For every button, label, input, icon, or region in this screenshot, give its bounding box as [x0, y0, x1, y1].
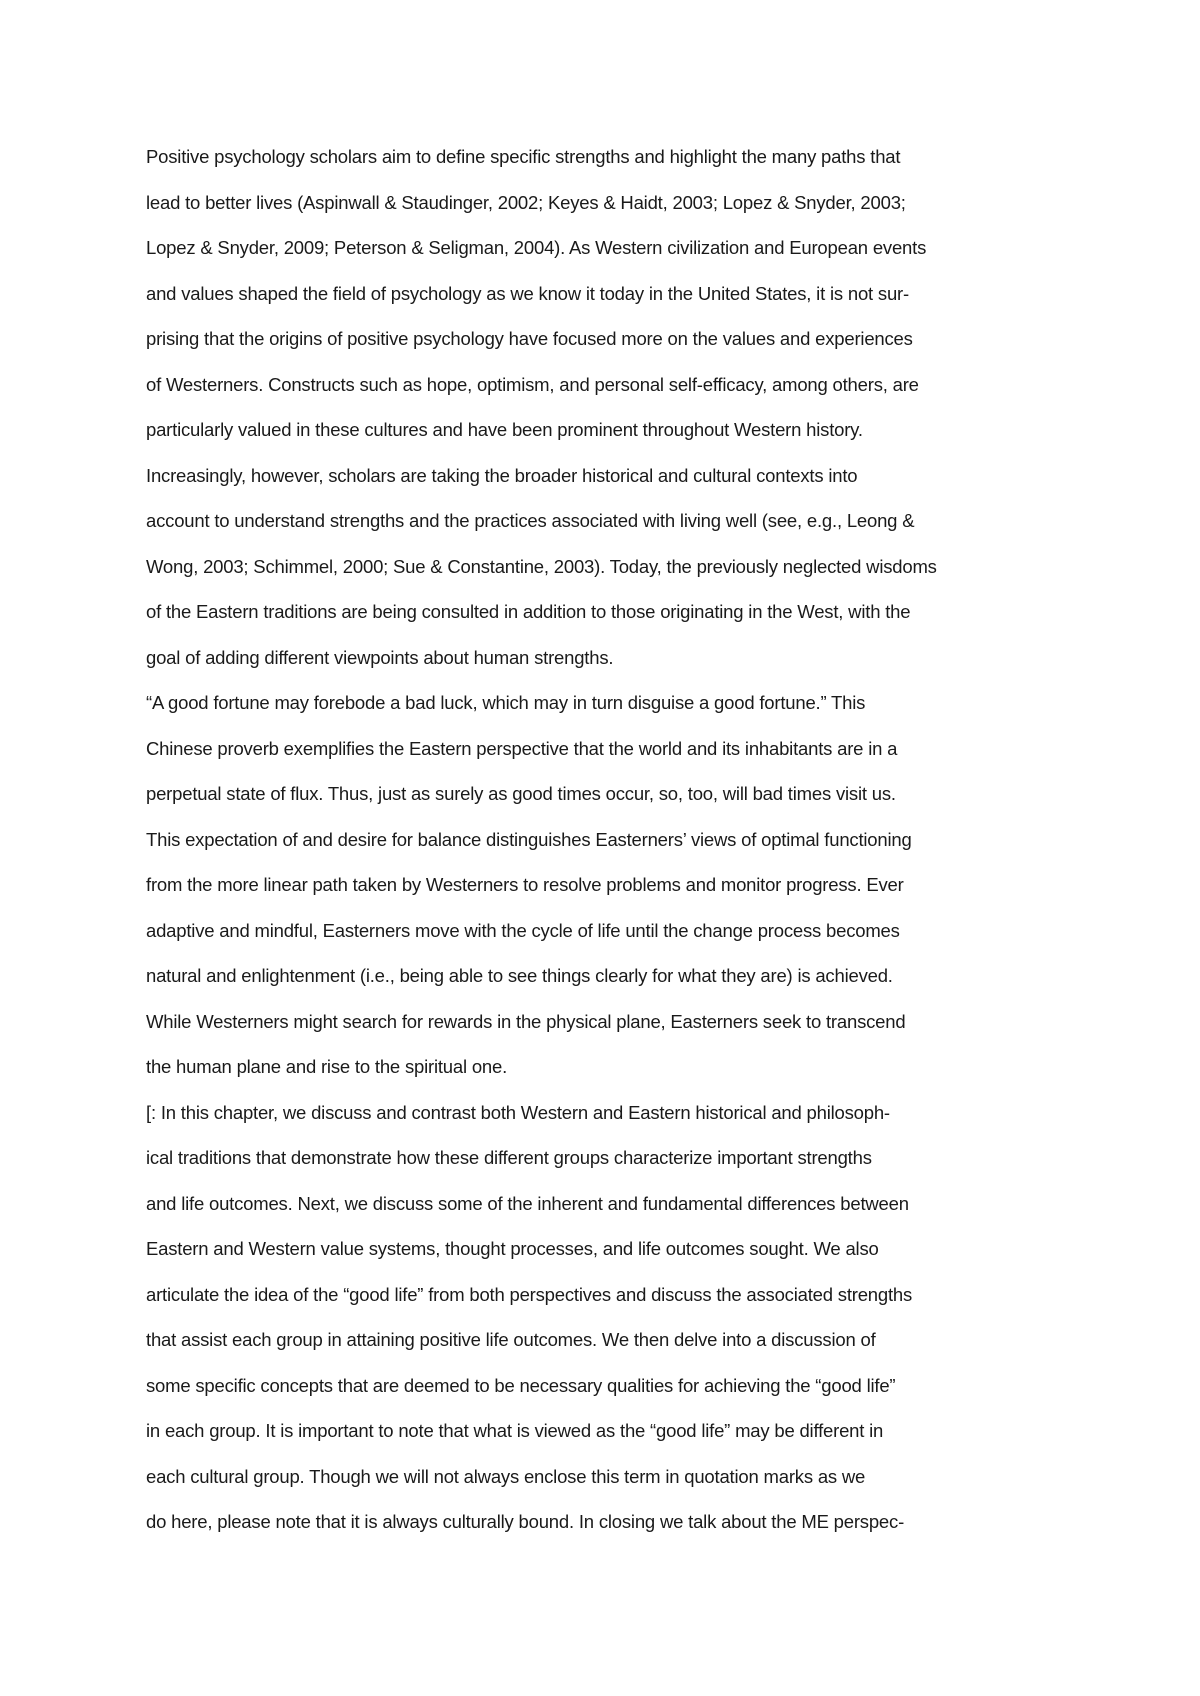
text-line: prising that the origins of positive psychology have focused more on the values and experiences — [146, 328, 913, 349]
text-line: Increasingly, however, scholars are taking the broader historical and cultural contexts into — [146, 464, 858, 486]
text-line: This expectation of and desire for balance distinguishes Easterners’ views of optimal functioning — [146, 828, 912, 850]
text-line: While Westerners might search for rewards in the physical plane, Easterners seek to transcend — [146, 1010, 906, 1032]
text-line: Eastern and Western value systems, thought processes, and life outcomes sought. We also — [146, 1238, 879, 1259]
text-line: of Westerners. Constructs such as hope, optimism, and personal self-efficacy, among others, are — [146, 373, 919, 395]
text-line: Lopez & Snyder, 2009; Peterson & Seligman, 2004). As Western civilization and European events — [146, 237, 927, 258]
text-line: articulate the idea of the “good life” from both perspectives and discuss the associated strengths — [146, 1283, 913, 1305]
text-line: ical traditions that demonstrate how these different groups characterize important strengths — [146, 1147, 872, 1168]
text-line: in each group. It is important to note that what is viewed as the “good life” may be different in — [146, 1420, 884, 1441]
text-line: perpetual state of flux. Thus, just as surely as good times occur, so, too, will bad times visit us. — [146, 783, 896, 804]
text-line: [: In this chapter, we discuss and contrast both Western and Eastern historical and philosoph- — [146, 1101, 890, 1123]
text-line: goal of adding different viewpoints about human strengths. — [146, 646, 614, 668]
text-line: particularly valued in these cultures and have been prominent throughout Western history. — [146, 419, 863, 440]
text-line: adaptive and mindful, Easterners move with the cycle of life until the change process becomes — [146, 919, 900, 941]
text-line: “A good fortune may forebode a bad luck, which may in turn disguise a good fortune.” This — [146, 692, 866, 713]
text-line: and life outcomes. Next, we discuss some of the inherent and fundamental differences between — [146, 1192, 909, 1214]
text-line: the human plane and rise to the spiritual one. — [146, 1056, 508, 1077]
text-line: Positive psychology scholars aim to define specific strengths and highlight the many paths that — [146, 146, 901, 167]
text-line: lead to better lives (Aspinwall & Staudinger, 2002; Keyes & Haidt, 2003; Lopez & Snyder, 2003; — [146, 191, 906, 213]
body-text — [146, 146, 1046, 1557]
text-line: that assist each group in attaining positive life outcomes. We then delve into a discussion of — [146, 1329, 876, 1350]
text-line: some specific concepts that are deemed to be necessary qualities for achieving the “good life” — [146, 1374, 896, 1396]
text-line: and values shaped the field of psychology as we know it today in the United States, it is not sur- — [146, 282, 909, 304]
text-line: from the more linear path taken by Westerners to resolve problems and monitor progress. Ever — [146, 874, 904, 895]
text-line: of the Eastern traditions are being consulted in addition to those originating in the West, with the — [146, 601, 911, 622]
text-line: do here, please note that it is always culturally bound. In closing we talk about the ME perspec- — [146, 1511, 905, 1532]
text-line: natural and enlightenment (i.e., being able to see things clearly for what they are) is achieved. — [146, 965, 893, 986]
text-line: each cultural group. Though we will not always enclose this term in quotation marks as we — [146, 1465, 866, 1487]
text-line: account to understand strengths and the practices associated with living well (see, e.g., Leong & — [146, 510, 915, 531]
text-line: Chinese proverb exemplifies the Eastern perspective that the world and its inhabitants are in a — [146, 737, 898, 759]
text-line: Wong, 2003; Schimmel, 2000; Sue & Constantine, 2003). Today, the previously neglected wisdoms — [146, 555, 937, 577]
